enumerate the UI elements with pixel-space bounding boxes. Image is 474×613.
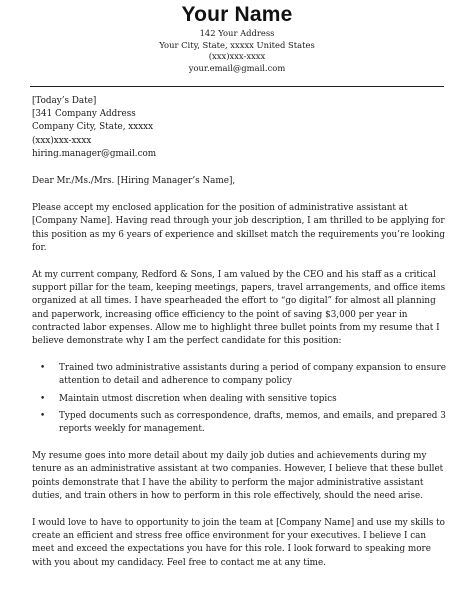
sender-address-line2: Your City, State, xxxxx United States [159, 39, 315, 50]
paragraph-experience: At my current company, Redford & Sons, I am valued by the CEO and his staff as a critical support pillar for the team, keeping meetings, papers, travel arrangements, and office items organized at all times. I have spearheaded the effort to “go digital” for almost all planning and paperwork, increasing office efficiency to the point of saving $3,000 per year in contracted labor expenses. Allow me to highlight three bullet points from my resume that I believe demonstrate why I am the perfect candidate for this position: [32, 270, 446, 347]
recipient-block [32, 95, 446, 161]
letter-date: [Today’s Date] [32, 96, 97, 106]
list-item-text: Maintain utmost discretion when dealing with sensitive topics [59, 393, 337, 404]
bullet-icon: • [40, 363, 46, 374]
list-item [32, 393, 446, 406]
achievement-list [32, 362, 446, 436]
letter-header [0, 0, 474, 74]
paragraph-details: My resume goes into more detail about my daily job duties and achievements during my tenure as an administrative assistant at two companies. However, I believe that these bullet points demonstrate that I have the ability to perform the major administrative assistant duties, and train others in how to perform in this role effectively, should the need arise. [32, 451, 444, 501]
paragraph-intro: Please accept my enclosed application for the position of administrative assistant at [Company Name]. Having read through your job description, I am thrilled to be applying for this position as my 6 years of experience and skillset match the requirements you’re looking for. [32, 203, 446, 253]
list-item [32, 410, 446, 436]
list-item-text: Trained two administrative assistants during a period of company expansion to ensure attention to detail and adherence to company policy [59, 363, 446, 387]
bullet-icon: • [40, 393, 46, 404]
bullet-icon: • [40, 410, 46, 421]
sender-address-line1: 142 Your Address [199, 28, 275, 38]
sender-name: Your Name [181, 3, 293, 26]
paragraph-closing: I would love to have to opportunity to join the team at [Company Name] and use my skills to create an efficient and stress free office environment for your executives. I believe I can meet and exceed the expectations you have for this role. I look forward to speaking more with you about my candidacy. Feel free to contact me at any time. [32, 518, 445, 568]
sender-email: your.email@gmail.com [188, 62, 286, 73]
salutation: Dear Mr./Ms./Mrs. [Hiring Manager’s Name], [32, 176, 236, 187]
recipient-company-address: [341 Company Address [32, 109, 136, 120]
header-divider [30, 86, 444, 87]
sender-phone: (xxx)xxx-xxxx [208, 51, 266, 61]
recipient-phone: (xxx)xxx-xxxx [32, 135, 92, 146]
recipient-city-state: Company City, State, xxxxx [32, 122, 154, 133]
list-item-text: Typed documents such as correspondence, drafts, memos, and emails, and prepared 3 reports weekly for management. [59, 410, 446, 435]
recipient-email: hiring.manager@gmail.com [32, 148, 157, 159]
list-item [32, 362, 446, 388]
letter-body [32, 95, 446, 584]
spacer [32, 161, 446, 175]
